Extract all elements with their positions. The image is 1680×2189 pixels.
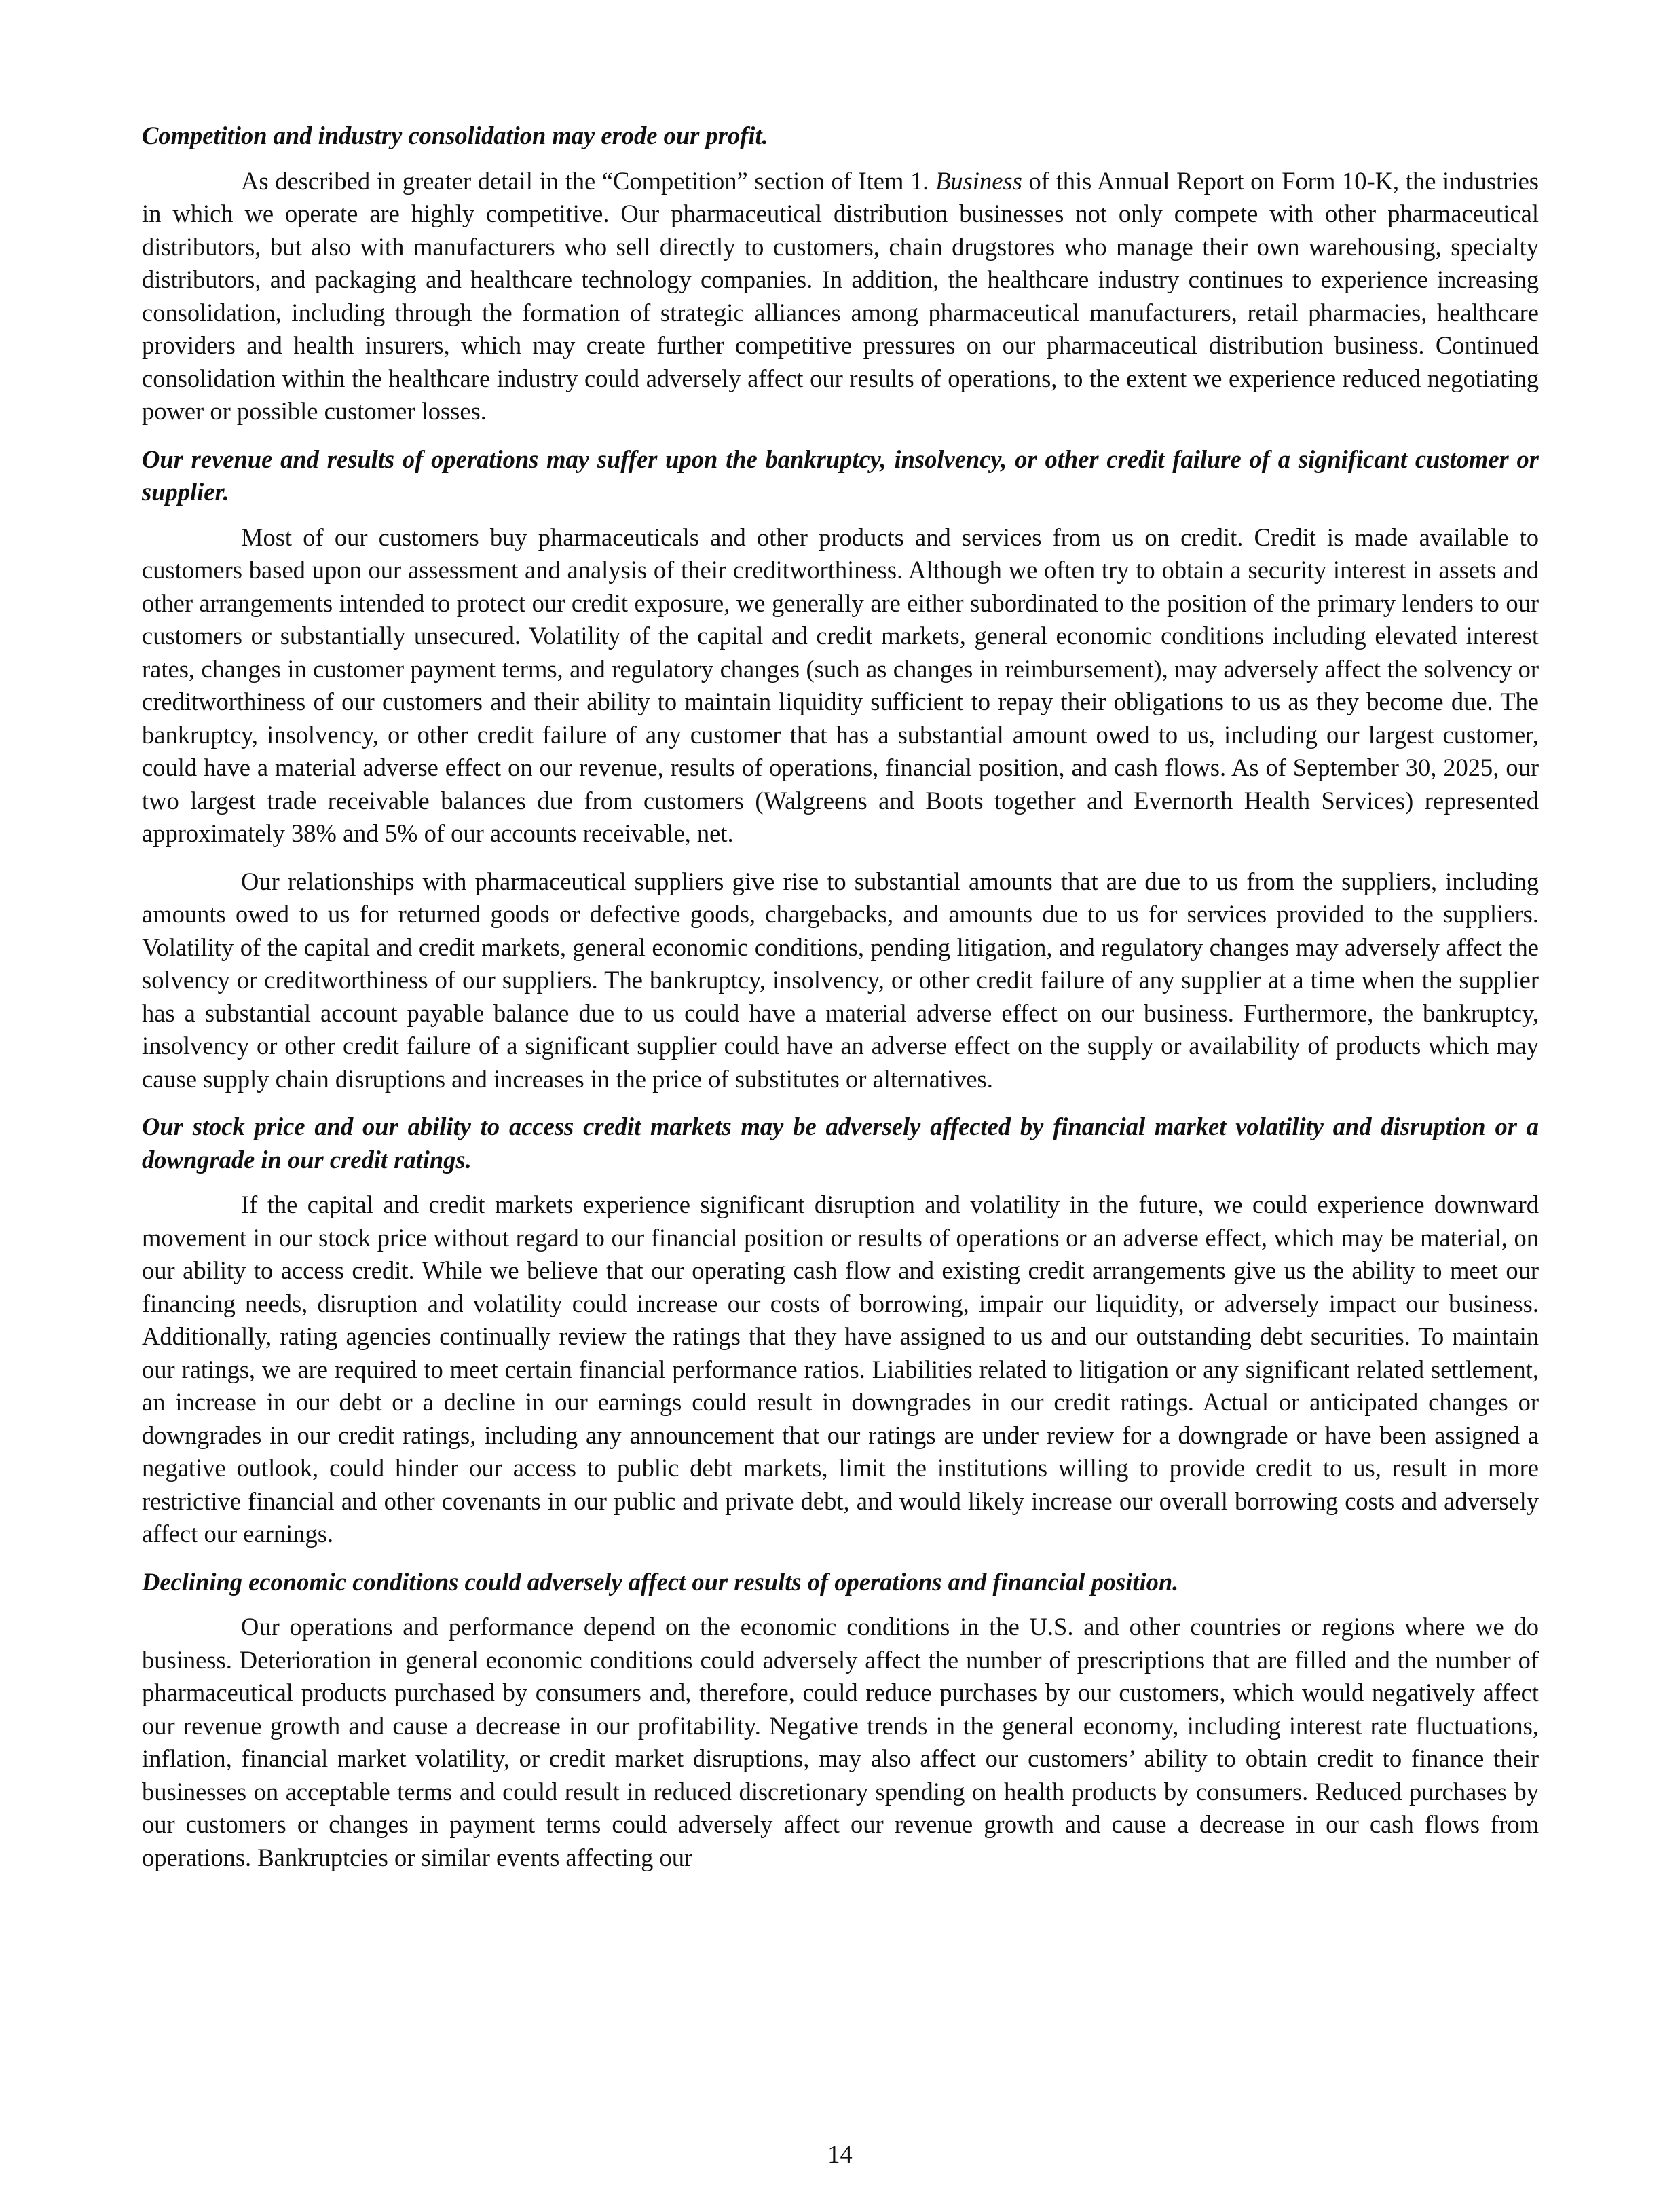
paragraph-economic-conditions: Our operations and performance depend on the economic conditions in the U.S. and other countries or regions where we do business. Deterioration in general economic conditions could adversely affect the number of prescriptions that are filled and the number of pharmaceutical products purchased by consumers and, therefore, could reduce purchases by our customers, which would negatively affect our revenue growth and cause a decrease in our profitability. Negative trends in the general economy, including interest rate fluctuations, inflation, financial market volatility, or credit market disruptions, may also affect our customers’ ability to obtain credit to finance their businesses on acceptable terms and could result in reduced discretionary spending on health products by consumers. Reduced purchases by our customers or changes in payment terms could adversely affect our revenue growth and cause a decrease in our cash flows from operations. Bankruptcies or similar events affecting our [142,1613,1539,1871]
section-heading-economic-conditions: Declining economic conditions could adversely affect our results of operations and financial position. [142,1567,1179,1596]
paragraph-supplier-credit: Our relationships with pharmaceutical suppliers give rise to substantial amounts that are due to us from the suppliers, including amounts owed to us for returned goods or defective goods, chargebacks, and amounts due to us for services provided to the suppliers. Volatility of the capital and credit markets, general economic conditions, pending litigation, and regulatory changes may adversely affect the solvency or creditworthiness of our suppliers. The bankruptcy, insolvency, or other credit failure of any supplier at a time when the supplier has a substantial account payable balance due to us could have a material adverse effect on our business. Furthermore, the bankruptcy, insolvency or other credit failure of a significant supplier could have an adverse effect on the supply or availability of products which may cause supply chain disruptions and increases in the price of substitutes or alternatives. [142,867,1539,1093]
item-reference-italic: Business [935,166,1022,195]
paragraph-credit-markets: If the capital and credit markets experience significant disruption and volatility in the future, we could experience downward movement in our stock price without regard to our financial position or results of operations or an adverse effect, which may be material, on our ability to access credit. While we believe that our operating cash flow and existing credit arrangements give us the ability to meet our financing needs, disruption and volatility could increase our costs of borrowing, impair our liquidity, or adversely impact our business. Additionally, rating agencies continually review the ratings that they have assigned to us and our outstanding debt securities. To maintain our ratings, we are required to meet certain financial performance ratios. Liabilities related to litigation or any significant related settlement, an increase in our debt or a decline in our earnings could result in downgrades in our credit ratings. Actual or anticipated changes or downgrades in our credit ratings, including any announcement that our ratings are under review for a downgrade or have been assigned a negative outlook, could hinder our access to public debt markets, limit the institutions willing to provide credit to us, result in more restrictive financial and other covenants in our public and private debt, and would likely increase our overall borrowing costs and adversely affect our earnings. [142,1191,1539,1548]
paragraph-text: of this Annual Report on Form 10-K, the industries in which we operate are highly competitive. Our pharmaceutical distribution businesses not only compete with other pharmaceutical distributors, but also with manufacturers who sell directly to customers, chain drugstores who manage their own warehousing, specialty distributors, and packaging and healthcare technology companies. In addition, the healthcare industry continues to experience increasing consolidation, including through the formation of strategic alliances among pharmaceutical manufacturers, retail pharmacies, healthcare providers and health insurers, which may create further competitive pressures on our pharmaceutical distribution business. Continued consolidation within the healthcare industry could adversely affect our results of operations, to the extent we experience reduced negotiating power or possible customer losses. [142,166,1539,425]
document-page [142,119,1539,1889]
paragraph-competition [142,165,1539,428]
section-heading-stock-price: Our stock price and our ability to access credit markets may be adversely affected by financial market volatility and disruption or a downgrade in our credit ratings. [142,1112,1539,1174]
page-number: 14 [827,2140,853,2168]
section-heading-competition: Competition and industry consolidation may erode our profit. [142,121,768,149]
section-heading-credit-failure: Our revenue and results of operations may suffer upon the bankruptcy, insolvency, or other credit failure of a significant customer or supplier. [142,445,1539,506]
paragraph-customer-credit: Most of our customers buy pharmaceuticals and other products and services from us on credit. Credit is made available to customers based upon our assessment and analysis of their creditworthiness. Although we often try to obtain a security interest in assets and other arrangements intended to protect our credit exposure, we generally are either subordinated to the position of the primary lenders to our customers or substantially unsecured. Volatility of the capital and credit markets, general economic conditions including elevated interest rates, changes in customer payment terms, and regulatory changes (such as changes in reimbursement), may adversely affect the solvency or creditworthiness of our customers and their ability to maintain liquidity sufficient to repay their obligations to us as they become due. The bankruptcy, insolvency, or other credit failure of any customer that has a substantial amount owed to us, including our largest customer, could have a material adverse effect on our revenue, results of operations, financial position, and cash flows. As of September 30, 2025, our two largest trade receivable balances due from customers (Walgreens and Boots together and Evernorth Health Services) represented approximately 38% and 5% of our accounts receivable, net. [142,523,1539,847]
paragraph-text: As described in greater detail in the “Competition” section of Item 1. [241,166,936,195]
